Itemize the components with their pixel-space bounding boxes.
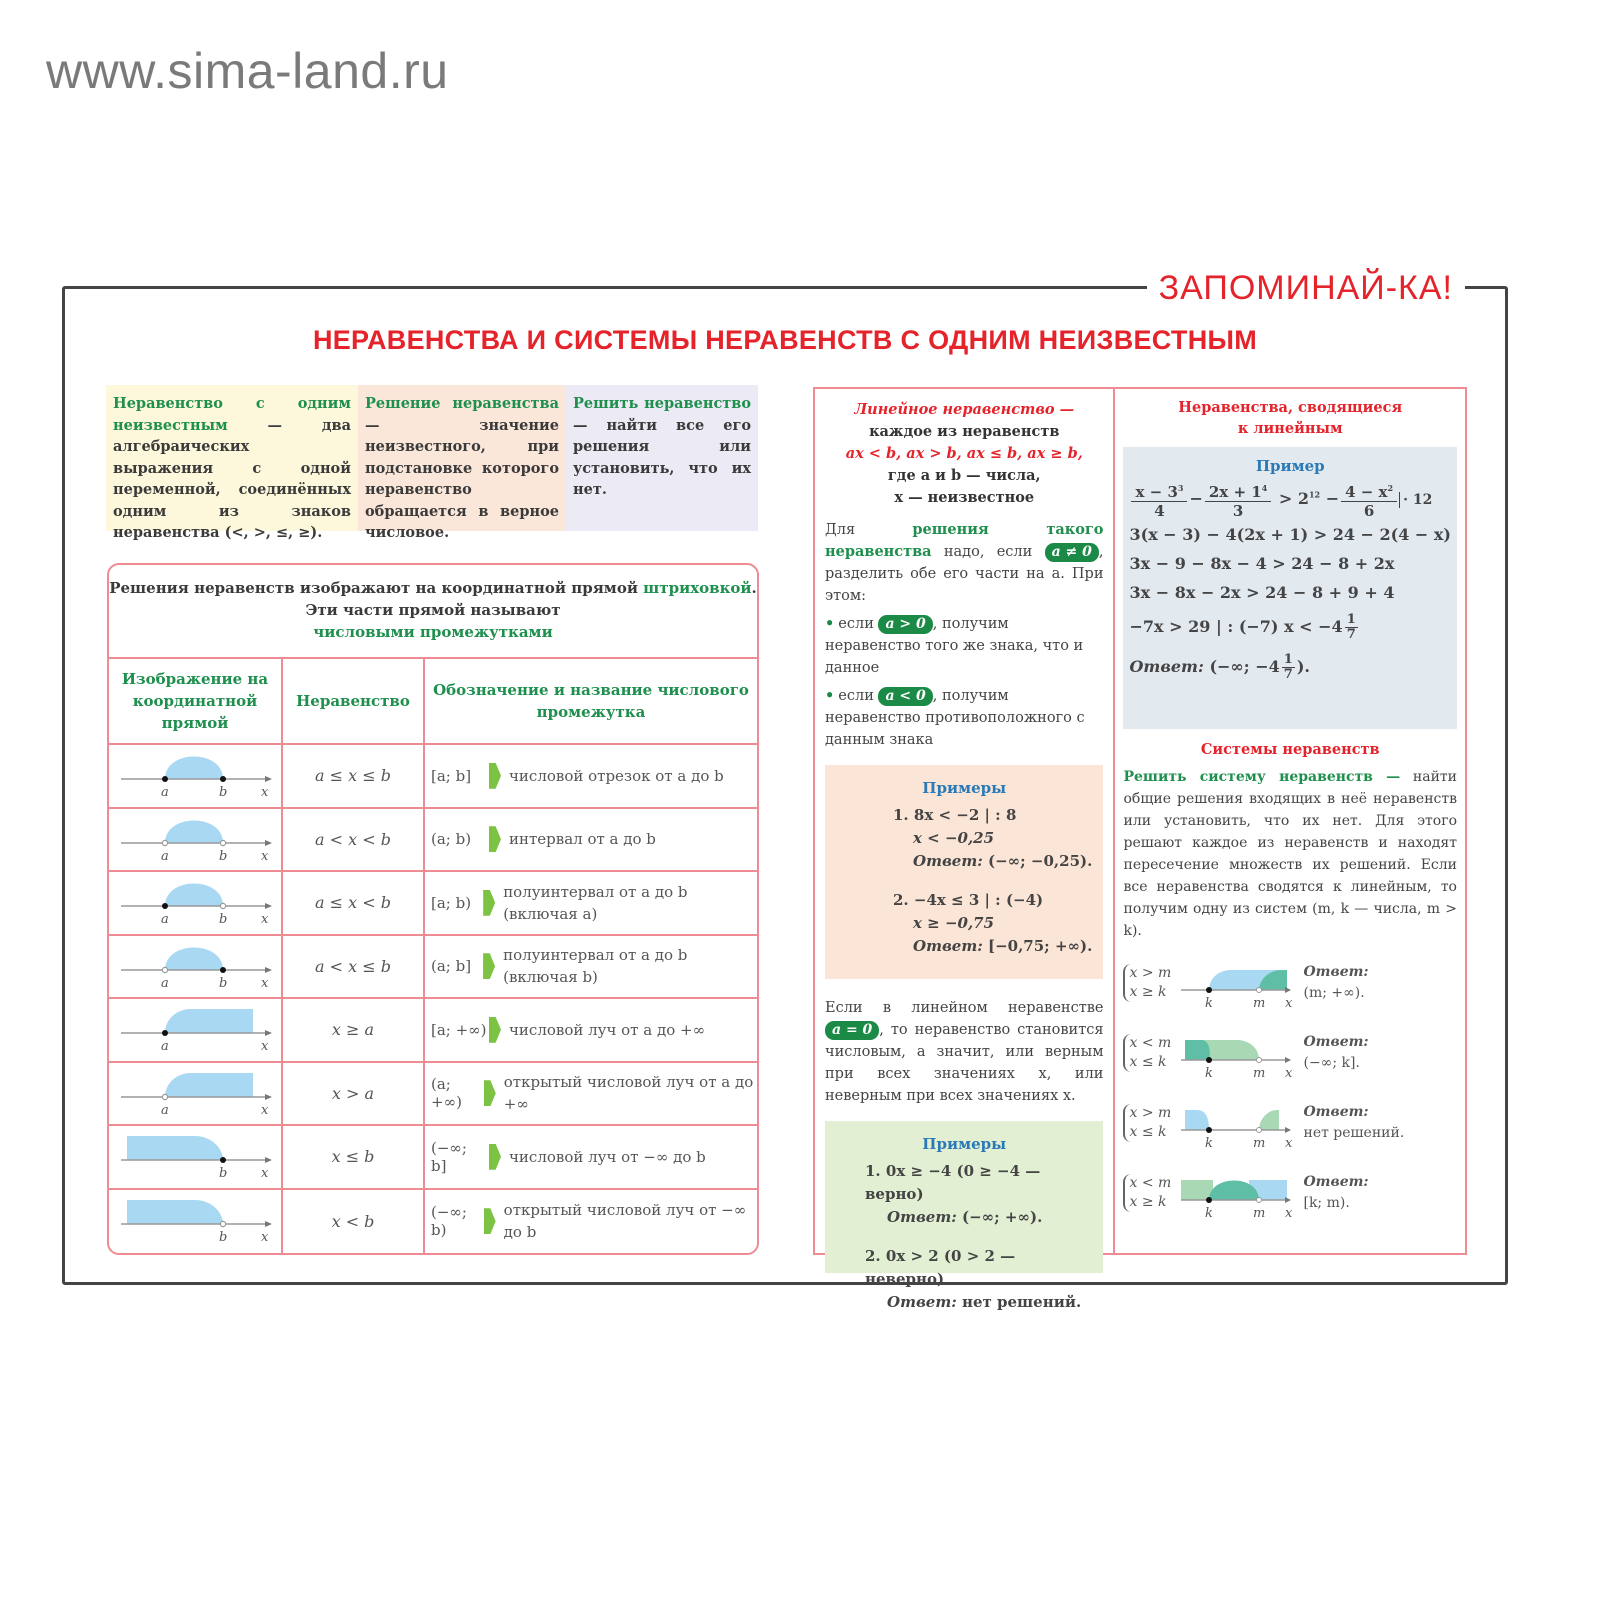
definitions-strip xyxy=(106,385,758,541)
factor: 2 xyxy=(1387,483,1394,493)
system-inequality: x ≤ k xyxy=(1129,1054,1167,1070)
para-text: Для xyxy=(825,522,913,538)
svg-text:m: m xyxy=(1253,996,1266,1010)
column-header-inequality: Неравенство xyxy=(283,659,425,743)
notation-cell xyxy=(425,999,757,1061)
system-inequality: x ≥ k xyxy=(1129,1194,1167,1210)
table-row xyxy=(109,809,757,873)
fraction xyxy=(1282,653,1295,682)
system-answer xyxy=(1303,1102,1404,1144)
answer-label: Ответ: xyxy=(913,937,983,955)
system-brace xyxy=(1123,1034,1181,1072)
number-line-cell xyxy=(109,872,283,934)
para-text: , то неравенство становится числовым, а значит, или верным при всех значениях x, или неверным при всех значениях x. xyxy=(825,1022,1104,1104)
denominator: 6 xyxy=(1363,502,1375,520)
answer-label: Ответ: xyxy=(1129,657,1204,676)
linear-definition xyxy=(825,399,1103,509)
table-row xyxy=(109,1063,757,1127)
table-row xyxy=(109,745,757,809)
inequality-cell: x < b xyxy=(283,1190,425,1254)
arrow-right-icon xyxy=(489,1144,501,1170)
linear-title: Линейное неравенство — xyxy=(854,401,1075,418)
system-answer xyxy=(1303,962,1368,1004)
system-row xyxy=(1123,1158,1457,1228)
interval-name: полуинтервал от a до b (включая b) xyxy=(503,946,688,987)
number-line-cell xyxy=(109,936,283,998)
interval-name: полуинтервал от a до b (включая a) xyxy=(503,882,688,923)
arrow-right-icon xyxy=(484,1080,496,1106)
solution-step xyxy=(1129,607,1451,647)
example-answer xyxy=(835,1291,1093,1314)
example-answer xyxy=(835,935,1093,958)
number-line-icon xyxy=(109,1126,283,1189)
number-line-icon xyxy=(109,1190,283,1253)
notation-cell xyxy=(425,1126,757,1188)
denominator: 7 xyxy=(1346,627,1356,642)
para-highlight: решения такого неравенства xyxy=(825,521,1104,560)
svg-text:m: m xyxy=(1253,1066,1266,1080)
svg-text:m: m xyxy=(1253,1206,1266,1220)
definition-solution xyxy=(358,385,566,541)
system-brace xyxy=(1123,1174,1181,1212)
inequality-cell: a < x < b xyxy=(283,809,425,871)
answer-value: ). xyxy=(1296,657,1310,676)
svg-text:a: a xyxy=(161,848,169,864)
definition-text: — значение неизвестного, при подстановке которого неравенство обращается в верное числовое. xyxy=(365,416,559,541)
intro-text: Решения неравенств изображают на координатной прямой xyxy=(109,579,644,597)
svg-text:x: x xyxy=(261,975,269,991)
svg-text:x: x xyxy=(1285,1206,1293,1220)
interval-notation: (−∞; b] xyxy=(431,1138,467,1175)
interval-name: открытый числовой луч от a до +∞ xyxy=(503,1073,754,1114)
title-line: к линейным xyxy=(1237,420,1343,437)
condition-pill: a ≠ 0 xyxy=(1045,543,1099,562)
svg-text:x: x xyxy=(261,1102,269,1118)
interval-notation: (a; b] xyxy=(431,957,472,976)
intro-text: . Эти части прямой называют xyxy=(305,579,757,619)
interval-notation: [a; +∞) xyxy=(431,1020,487,1039)
system-row xyxy=(1123,1088,1457,1158)
svg-text:a: a xyxy=(161,1039,169,1054)
number-line-cell xyxy=(109,1063,283,1125)
system-row xyxy=(1123,948,1457,1018)
example-line: x ≥ −0,75 xyxy=(913,914,995,932)
example-line: 1. 0x ≥ −4 (0 ≥ −4 — верно) xyxy=(865,1162,1041,1203)
svg-text:k: k xyxy=(1205,1066,1214,1080)
svg-text:a: a xyxy=(161,785,169,800)
interval-name: числовой луч от −∞ до b xyxy=(509,1147,706,1166)
para-text: надо, если xyxy=(931,544,1045,560)
interval-notation: [a; b) xyxy=(431,893,472,912)
svg-text:x: x xyxy=(261,1229,269,1245)
para-text: , разделить обе его части на a. При этом: xyxy=(825,544,1104,604)
svg-text:b: b xyxy=(219,785,228,800)
definition-term: Решить неравенство xyxy=(573,395,751,412)
notation-cell xyxy=(425,1063,757,1125)
table-row xyxy=(109,936,757,1000)
examples-title: Примеры xyxy=(922,779,1007,797)
linear-def-line: x — неизвестное xyxy=(894,489,1035,506)
answer-value: (−∞; −4 xyxy=(1209,657,1280,676)
interval-table-intro xyxy=(109,565,757,659)
bullet-text: если xyxy=(838,688,879,704)
linear-forms: ax < b, ax > b, ax ≤ b, ax ≥ b, xyxy=(845,445,1083,462)
example-answer xyxy=(835,1206,1093,1229)
bullet-icon: • xyxy=(825,687,835,704)
definition-solve xyxy=(566,385,758,531)
system-number-line-icon xyxy=(1181,1026,1297,1080)
notation-cell xyxy=(425,872,757,934)
svg-text:x: x xyxy=(261,848,269,864)
inequality-cell: x > a xyxy=(283,1063,425,1125)
svg-text:a: a xyxy=(161,975,169,991)
poster-frame xyxy=(62,269,1508,1311)
numerator: 1 xyxy=(1283,652,1293,667)
factor: 3 xyxy=(1177,483,1184,493)
factor: 4 xyxy=(1261,483,1268,493)
number-line-cell xyxy=(109,745,283,807)
definition-text: — два алгебраических выражения с одной переменной, соединённых одним из знаков неравенства (<, >, ≤, ≥). xyxy=(113,416,351,541)
examples-box-1 xyxy=(825,765,1103,979)
answer-value: (−∞; −0,25). xyxy=(987,852,1093,870)
solution-step: 3x − 8x − 2x > 24 − 8 + 9 + 4 xyxy=(1129,583,1395,602)
examples-box-2 xyxy=(825,1121,1103,1311)
number-line-icon xyxy=(109,936,283,999)
example-answer xyxy=(835,850,1093,873)
number-line-cell xyxy=(109,1126,283,1188)
number-line-icon xyxy=(109,745,283,808)
svg-text:a: a xyxy=(161,1102,169,1118)
svg-text:x: x xyxy=(261,1166,269,1181)
answer-value: нет решений. xyxy=(1303,1125,1405,1141)
bullet-negative xyxy=(825,685,1103,751)
numerator: 1 xyxy=(1346,612,1356,627)
system-brace xyxy=(1123,1104,1181,1142)
inequality-cell: a < x ≤ b xyxy=(283,936,425,998)
system-inequality: x ≤ k xyxy=(1129,1124,1167,1140)
denominator: 7 xyxy=(1283,667,1293,682)
system-number-line-icon xyxy=(1181,1166,1297,1220)
step-text: −7x > 29 | : (−7) x < −4 xyxy=(1129,617,1343,636)
definition-term: Решение неравенства xyxy=(365,395,559,412)
svg-text:m: m xyxy=(1253,1136,1266,1150)
interval-name: числовой отрезок от a до b xyxy=(509,766,724,785)
definition-term: Неравенство с одним неизвестным xyxy=(113,395,351,434)
linear-column xyxy=(815,389,1115,1311)
numerator: x − 3 xyxy=(1135,483,1178,501)
interval-name: числовой луч от a до +∞ xyxy=(509,1020,706,1039)
interval-notation: (−∞; b) xyxy=(431,1203,467,1240)
number-line-cell xyxy=(109,1190,283,1254)
bullet-positive xyxy=(825,613,1103,679)
linear-solve-paragraph xyxy=(825,519,1103,607)
system-number-line-icon xyxy=(1181,1096,1297,1150)
denominator: 3 xyxy=(1232,502,1244,520)
arrow-right-icon xyxy=(489,826,501,852)
svg-text:a: a xyxy=(161,912,169,927)
svg-text:b: b xyxy=(219,912,228,927)
systems-title: Системы неравенств xyxy=(1200,741,1380,758)
intro-highlight: штриховкой xyxy=(643,579,752,597)
answer-label: Ответ: xyxy=(1303,1174,1369,1190)
definition-inequality xyxy=(106,385,358,541)
fraction-equation: $\frac{x - 3^3}{4}$ − $\frac{2x + 1^4}{3}$ > $2^{12}$ − $\frac{4 - x^2}{6}$ · 12 xyxy=(1129,479,1451,520)
fraction xyxy=(1345,613,1358,642)
systems-definition xyxy=(1123,766,1457,942)
system-inequality: x ≥ k xyxy=(1129,984,1167,1000)
denominator: 4 xyxy=(1154,502,1165,520)
svg-text:k: k xyxy=(1205,996,1214,1010)
number-line-icon xyxy=(109,809,283,872)
answer-label: Ответ: xyxy=(913,852,983,870)
svg-text:x: x xyxy=(261,785,269,800)
answer-value: (m; +∞). xyxy=(1303,985,1365,1001)
answer-value: (−∞; +∞). xyxy=(961,1208,1043,1226)
examples-title: Примеры xyxy=(922,1135,1007,1153)
bullet-text: если xyxy=(838,616,879,632)
answer-label: Ответ: xyxy=(1303,964,1369,980)
answer-value: [k; m). xyxy=(1303,1195,1350,1211)
table-row xyxy=(109,1190,757,1254)
para-text: Если в линейном неравенстве xyxy=(825,1000,1104,1016)
poster-title: НЕРАВЕНСТВА И СИСТЕМЫ НЕРАВЕНСТВ С ОДНИМ НЕИЗВЕСТНЫМ xyxy=(312,325,1258,355)
example-line: 2. 0x > 2 (0 > 2 — неверно) xyxy=(865,1247,1016,1288)
system-answer xyxy=(1303,1032,1368,1074)
interval-table xyxy=(107,563,759,1255)
number-line-cell xyxy=(109,809,283,871)
equation-text: > 2 xyxy=(1273,489,1309,508)
inequality-cell: x ≤ b xyxy=(283,1126,425,1188)
interval-notation: (a; +∞) xyxy=(431,1075,462,1112)
bullet-text: , получим неравенство противоположного с данным знака xyxy=(825,688,1085,748)
interval-name: интервал от a до b xyxy=(509,830,656,849)
answer-label: Ответ: xyxy=(1303,1104,1369,1120)
interval-notation: (a; b) xyxy=(431,830,472,849)
fraction xyxy=(1131,479,1187,520)
svg-text:k: k xyxy=(1205,1206,1214,1220)
example-line: x < −0,25 xyxy=(913,829,995,847)
notation-cell xyxy=(425,809,757,871)
intro-highlight: числовыми промежутками xyxy=(313,623,553,641)
inequality-cell: a ≤ x ≤ b xyxy=(283,745,425,807)
svg-text:k: k xyxy=(1205,1136,1214,1150)
condition-pill: a = 0 xyxy=(825,1021,879,1040)
svg-text:b: b xyxy=(219,1166,228,1181)
number-line-cell xyxy=(109,999,283,1061)
numerator: 2x + 1 xyxy=(1208,483,1262,501)
notation-cell xyxy=(425,1190,757,1254)
svg-text:x: x xyxy=(261,1039,269,1054)
arrow-right-icon xyxy=(483,890,495,916)
linear-def-line: где a и b — числа, xyxy=(887,467,1041,484)
linear-inequalities-block xyxy=(813,387,1467,1311)
para-text: найти общие решения входящих в неё неравенств или установить, что их нет. Для этого решают каждое из неравенств и находят пересечение множеств их решений. Если все неравенства сводятся к линейным, то получим одну из систем (m, k — числа, m > k). xyxy=(1123,769,1457,939)
site-watermark: www.sima-land.ru xyxy=(46,43,449,99)
system-number-line-icon xyxy=(1181,956,1297,1010)
system-inequality: x > m xyxy=(1129,965,1172,981)
table-header-row xyxy=(109,659,757,745)
example-title: Пример xyxy=(1255,457,1325,475)
bullet-icon: • xyxy=(825,615,835,632)
para-highlight: Решить систему неравенств — xyxy=(1123,769,1401,785)
notation-cell xyxy=(425,936,757,998)
svg-text:b: b xyxy=(219,975,228,991)
fraction xyxy=(1341,479,1397,520)
arrow-right-icon xyxy=(484,1208,496,1234)
interval-name: открытый числовой луч от −∞ до b xyxy=(503,1201,747,1242)
table-row xyxy=(109,999,757,1063)
title-line: Неравенства, сводящиеся xyxy=(1178,399,1403,416)
column-header-notation: Обозначение и название числового промежутка xyxy=(433,681,749,721)
linear-def-line: каждое из неравенств xyxy=(869,423,1060,440)
solution-step: 3(x − 3) − 4(2x + 1) > 24 − 2(4 − x) xyxy=(1129,525,1451,544)
solution-step: 3x − 9 − 8x − 4 > 24 − 8 + 2x xyxy=(1129,554,1395,573)
example-line: 2. −4x ≤ 3 | : (−4) xyxy=(893,891,1044,909)
reducible-example-box xyxy=(1123,447,1457,729)
answer-label: Ответ: xyxy=(887,1208,957,1226)
answer-value: нет решений. xyxy=(961,1293,1082,1311)
answer-value: (−∞; k]. xyxy=(1303,1055,1360,1071)
svg-text:x: x xyxy=(261,912,269,927)
answer-label: Ответ: xyxy=(1303,1034,1369,1050)
column-header-image: Изображение на координатной прямой xyxy=(109,659,283,743)
svg-text:x: x xyxy=(1285,1066,1293,1080)
reducible-answer xyxy=(1129,647,1451,687)
system-inequality: x < m xyxy=(1129,1035,1172,1051)
svg-text:b: b xyxy=(219,848,228,864)
system-answer xyxy=(1303,1172,1368,1214)
brand-label: ЗАПОМИНАЙ-КА! xyxy=(1147,263,1465,313)
svg-text:b: b xyxy=(219,1229,228,1245)
number-line-icon xyxy=(109,1063,283,1126)
answer-label: Ответ: xyxy=(887,1293,957,1311)
number-line-icon xyxy=(109,999,283,1062)
system-row xyxy=(1123,1018,1457,1088)
svg-text:x: x xyxy=(1285,1136,1293,1150)
factor: 12 xyxy=(1308,489,1321,500)
arrow-right-icon xyxy=(489,1017,501,1043)
reducible-title xyxy=(1123,397,1457,439)
numerator: 4 − x xyxy=(1345,483,1388,501)
condition-pill: a > 0 xyxy=(878,615,932,634)
system-inequality: x < m xyxy=(1129,1175,1172,1191)
definition-text: — найти все его решения или установить, что их нет. xyxy=(573,416,751,498)
example-line: 1. 8x < −2 | : 8 xyxy=(893,806,1017,824)
svg-text:x: x xyxy=(1285,996,1293,1010)
system-brace xyxy=(1123,964,1181,1002)
notation-cell xyxy=(425,745,757,807)
table-row xyxy=(109,872,757,936)
arrow-right-icon xyxy=(483,953,495,979)
reducible-and-systems-column xyxy=(1115,389,1465,1253)
inequality-cell: a ≤ x < b xyxy=(283,872,425,934)
condition-pill: a < 0 xyxy=(878,687,932,706)
inequality-cell: x ≥ a xyxy=(283,999,425,1061)
zero-coefficient-paragraph xyxy=(825,997,1103,1107)
arrow-right-icon xyxy=(489,763,501,789)
number-line-icon xyxy=(109,872,283,935)
bullet-text: , получим неравенство того же знака, что и данное xyxy=(825,616,1084,676)
answer-value: [−0,75; +∞). xyxy=(987,937,1093,955)
system-inequality: x > m xyxy=(1129,1105,1172,1121)
interval-notation: [a; b] xyxy=(431,766,472,785)
table-row xyxy=(109,1126,757,1190)
multiplier: · 12 xyxy=(1399,492,1432,508)
fraction xyxy=(1205,479,1271,520)
